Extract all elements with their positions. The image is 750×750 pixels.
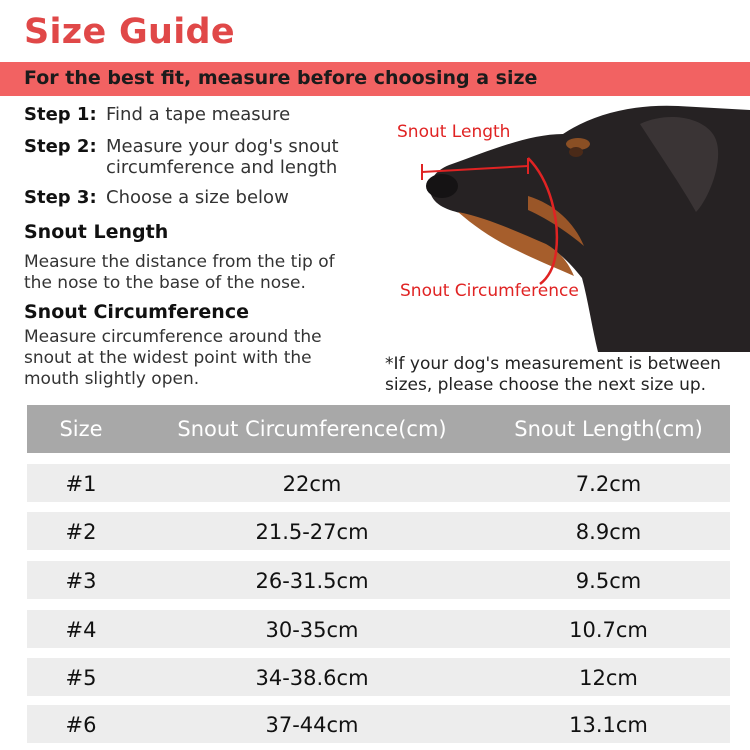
step-text: Choose a size below bbox=[106, 187, 289, 208]
snout-circumference-heading: Snout Circumference bbox=[24, 301, 249, 323]
header-size: Size bbox=[59, 417, 103, 441]
snout-circumference-label: Snout Circumference bbox=[400, 281, 579, 301]
snout-length-label: Snout Length bbox=[397, 122, 511, 142]
banner-text: For the best fit, measure before choosing a size bbox=[24, 67, 538, 89]
table-row bbox=[27, 610, 730, 648]
length-cell: 10.7cm bbox=[569, 618, 648, 642]
table-row bbox=[27, 658, 730, 696]
size-cell: #4 bbox=[65, 618, 97, 642]
length-cell: 8.9cm bbox=[575, 520, 642, 544]
page-title: Size Guide bbox=[24, 12, 235, 52]
step-text: Find a tape measure bbox=[106, 104, 291, 125]
snout-length-text: Measure the distance from the tip of the nose to the base of the nose. bbox=[24, 252, 335, 293]
size-cell: #2 bbox=[65, 520, 97, 544]
step-label: Step 3: bbox=[24, 187, 97, 208]
size-cell: #1 bbox=[65, 472, 97, 496]
size-cell: #6 bbox=[65, 713, 97, 737]
table-row bbox=[27, 512, 730, 550]
circumference-cell: 22cm bbox=[282, 472, 342, 496]
header-length: Snout Length(cm) bbox=[514, 417, 703, 441]
snout-circumference-text: Measure circumference around the snout at the widest point with the mouth slightly open. bbox=[24, 327, 322, 389]
step-text-line1: Measure your dog's snout bbox=[106, 136, 339, 157]
length-cell: 13.1cm bbox=[569, 713, 648, 737]
length-cell: 9.5cm bbox=[575, 569, 642, 593]
step-label: Step 2: bbox=[24, 136, 97, 157]
size-cell: #5 bbox=[65, 666, 97, 690]
length-cell: 12cm bbox=[579, 666, 638, 690]
circumference-cell: 37-44cm bbox=[265, 713, 359, 737]
snout-length-heading: Snout Length bbox=[24, 221, 169, 243]
circumference-cell: 30-35cm bbox=[265, 618, 359, 642]
table-header bbox=[27, 405, 730, 453]
table-row bbox=[27, 464, 730, 502]
circumference-cell: 21.5-27cm bbox=[255, 520, 369, 544]
table-row bbox=[27, 705, 730, 743]
table-row bbox=[27, 561, 730, 599]
step-text-line2: circumference and length bbox=[106, 157, 338, 178]
step-label: Step 1: bbox=[24, 104, 97, 125]
header-circumference: Snout Circumference(cm) bbox=[177, 417, 447, 441]
size-note: *If your dog's measurement is between sizes, please choose the next size up. bbox=[385, 354, 721, 395]
circumference-cell: 26-31.5cm bbox=[255, 569, 369, 593]
circumference-cell: 34-38.6cm bbox=[255, 666, 369, 690]
info-banner bbox=[0, 62, 750, 96]
size-cell: #3 bbox=[65, 569, 97, 593]
length-cell: 7.2cm bbox=[575, 472, 642, 496]
